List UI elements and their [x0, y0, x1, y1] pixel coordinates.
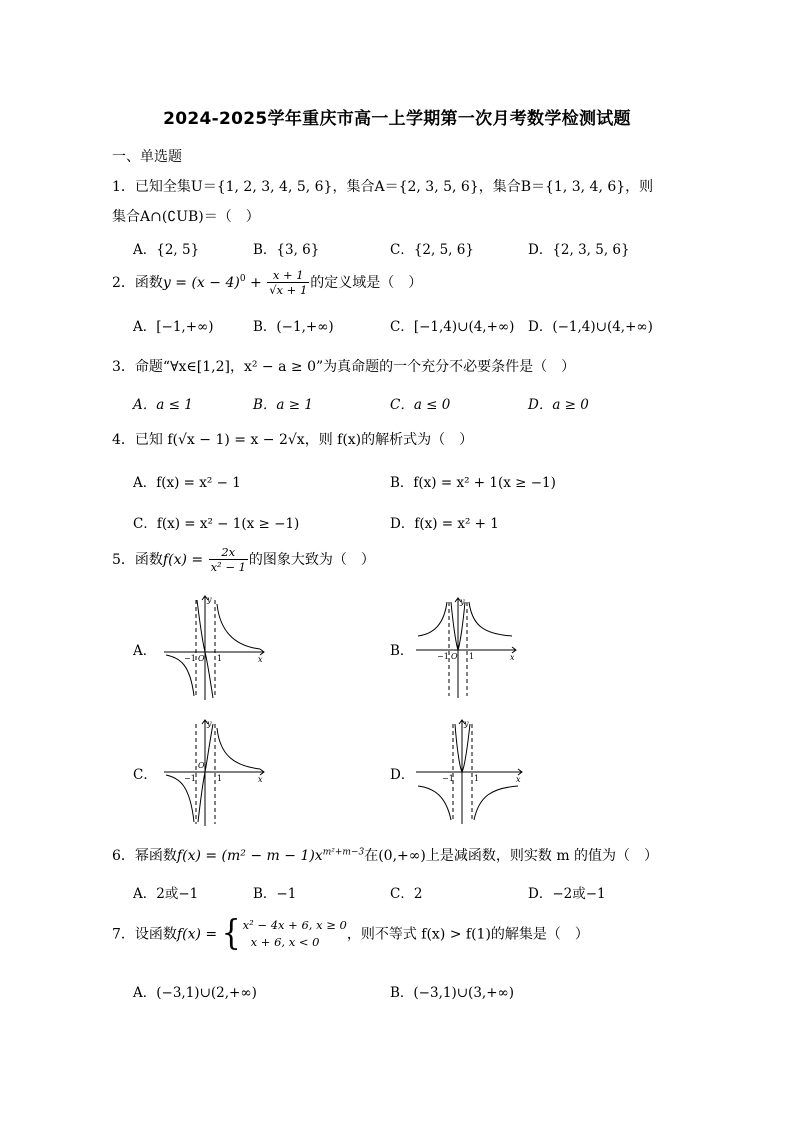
axis-label-y: y [460, 597, 465, 606]
q3-option-c[interactable]: C．a ≤ 0 [390, 397, 451, 413]
axis-label-x: x [516, 775, 521, 784]
page-title: 2024-2025学年重庆市高一上学期第一次月考数学检测试题 [163, 109, 631, 129]
q5-graph-b[interactable] [412, 594, 522, 700]
tick-pos1: 1 [217, 774, 223, 783]
q6-suffix: 在(0,+∞)上是减函数，则实数 m 的值为（ ） [364, 848, 659, 864]
q5-label-d[interactable]: D． [390, 767, 415, 783]
q6-prefix: 6．幂函数 [112, 848, 177, 864]
q5-func: f(x) = [162, 551, 204, 568]
q7-case-1: x² − 4x + 6, x ≥ 0 [242, 918, 347, 932]
q7-option-b[interactable]: B．(−3,1)∪(3,+∞) [390, 985, 515, 1001]
q5-graph-c[interactable] [160, 716, 270, 828]
q2-prefix: 2．函数 [112, 274, 163, 291]
tick-pos1: 1 [469, 652, 475, 661]
q1-option-a[interactable]: A．{2, 5} [133, 242, 200, 258]
q5-prefix: 5．函数 [112, 551, 163, 568]
q5-frac-num: 2x [209, 545, 248, 560]
q5-graph-a[interactable] [160, 592, 270, 702]
q3-option-d[interactable]: D．a ≥ 0 [528, 397, 589, 413]
q7-suffix: ，则不等式 f(x) > f(1)的解集是（ ） [346, 926, 589, 943]
curve-left [418, 786, 451, 820]
q5-stem [112, 545, 375, 575]
q3-stem: 3．命题“∀x∈[1,2]，x² − a ≥ 0”为真命题的一个充分不必要条件是（ ） [112, 359, 576, 375]
q5-graph-d[interactable] [412, 716, 528, 826]
q1-option-b[interactable]: B．{3, 6} [253, 242, 320, 258]
q7-cases [243, 917, 347, 952]
q5-fraction [209, 545, 248, 575]
q6-option-c[interactable]: C．2 [390, 886, 423, 902]
curve-right [474, 786, 518, 820]
q3-option-b[interactable]: B．a ≥ 1 [253, 397, 313, 413]
q4-option-d[interactable]: D．f(x) = x² + 1 [390, 516, 499, 532]
q1-stem-line2: 集合A∩(∁UB)＝（ ） [112, 209, 260, 225]
q7-prefix: 7．设函数 [112, 926, 177, 943]
q4-option-a[interactable]: A．f(x) = x² − 1 [133, 475, 241, 491]
axis-label-y: y [207, 719, 212, 728]
axis-label-x: x [258, 655, 263, 664]
axis-origin: O [451, 652, 458, 661]
axis-origin: O [198, 761, 205, 770]
q6-func: f(x) = (m² − m − 1)x [176, 848, 323, 864]
curve-right [217, 728, 260, 769]
q2-frac-den: √x + 1 [269, 283, 308, 298]
q5-label-a[interactable]: A． [133, 643, 157, 659]
q7-func: f(x) = [176, 926, 218, 943]
q6-option-d[interactable]: D．−2或−1 [528, 886, 606, 902]
curve-right [469, 602, 512, 636]
q6-stem [112, 845, 658, 865]
axis-label-x: x [510, 653, 515, 662]
tick-pos1: 1 [474, 774, 480, 783]
q2-option-d[interactable]: D．(−1,4)∪(4,+∞) [528, 319, 653, 335]
tick-neg1: −1 [437, 652, 449, 661]
q1-stem-line1: 1．已知全集U＝{1, 2, 3, 4, 5, 6}，集合A＝{2, 3, 5, 6}，集合B＝{1, 3, 4, 6}，则 [112, 179, 654, 195]
axis-label-y: y [207, 595, 212, 604]
q2-exponent: 0 [239, 274, 246, 285]
q7-brace: { [221, 913, 241, 954]
section-heading: 一、单选题 [112, 149, 182, 165]
q6-exponent: m²+m−3 [322, 847, 365, 858]
q6-option-b[interactable]: B．−1 [253, 886, 297, 902]
q1-option-c[interactable]: C．{2, 5, 6} [390, 242, 474, 258]
q2-stem: 2．函数$y = (x - 4)^0$ + $\frac{x + 1}{√x + 1}$ 的定义域是（ ） [112, 268, 423, 298]
axis-origin: O [198, 654, 205, 663]
q2-frac-num: x + 1 [267, 268, 309, 283]
tick-neg1: −1 [184, 654, 196, 663]
tick-pos1: 1 [217, 654, 223, 663]
q1-option-d[interactable]: D．{2, 3, 5, 6} [528, 242, 630, 258]
q2-fraction [267, 268, 309, 298]
q4-option-c[interactable]: C．f(x) = x² − 1(x ≥ −1) [133, 516, 300, 532]
q4-stem: 4．已知 f(√x − 1) = x − 2√x，则 f(x)的解析式为（ ） [112, 432, 474, 448]
curve-right [217, 604, 260, 649]
q2-option-a[interactable]: A．[−1,+∞) [133, 319, 214, 335]
q7-case-2: x + 6, x < 0 [250, 935, 320, 950]
q2-option-c[interactable]: C．[−1,4)∪(4,+∞) [390, 319, 515, 335]
q2-suffix: 的定义域是（ ） [310, 274, 423, 291]
q2-option-b[interactable]: B．(−1,+∞) [253, 319, 334, 335]
q7-option-a[interactable]: A．(−3,1)∪(2,+∞) [133, 985, 257, 1001]
q3-option-a[interactable]: A．a ≤ 1 [133, 397, 193, 413]
tick-neg1: −1 [442, 774, 454, 783]
q5-frac-den: x² − 1 [210, 560, 246, 575]
q2-func-left: y = (x − 4) [162, 274, 240, 291]
q7-stem [112, 913, 589, 954]
axis-label-x: x [258, 775, 263, 784]
q5-label-c[interactable]: C． [133, 767, 157, 783]
q5-suffix: 的图象大致为（ ） [248, 551, 375, 568]
q4-option-b[interactable]: B．f(x) = x² + 1(x ≥ −1) [390, 475, 556, 491]
axis-label-y: y [464, 719, 469, 728]
q5-label-b[interactable]: B． [390, 643, 414, 659]
curve-left [418, 602, 447, 636]
tick-neg1: −1 [184, 774, 196, 783]
q6-option-a[interactable]: A．2或−1 [133, 886, 199, 902]
